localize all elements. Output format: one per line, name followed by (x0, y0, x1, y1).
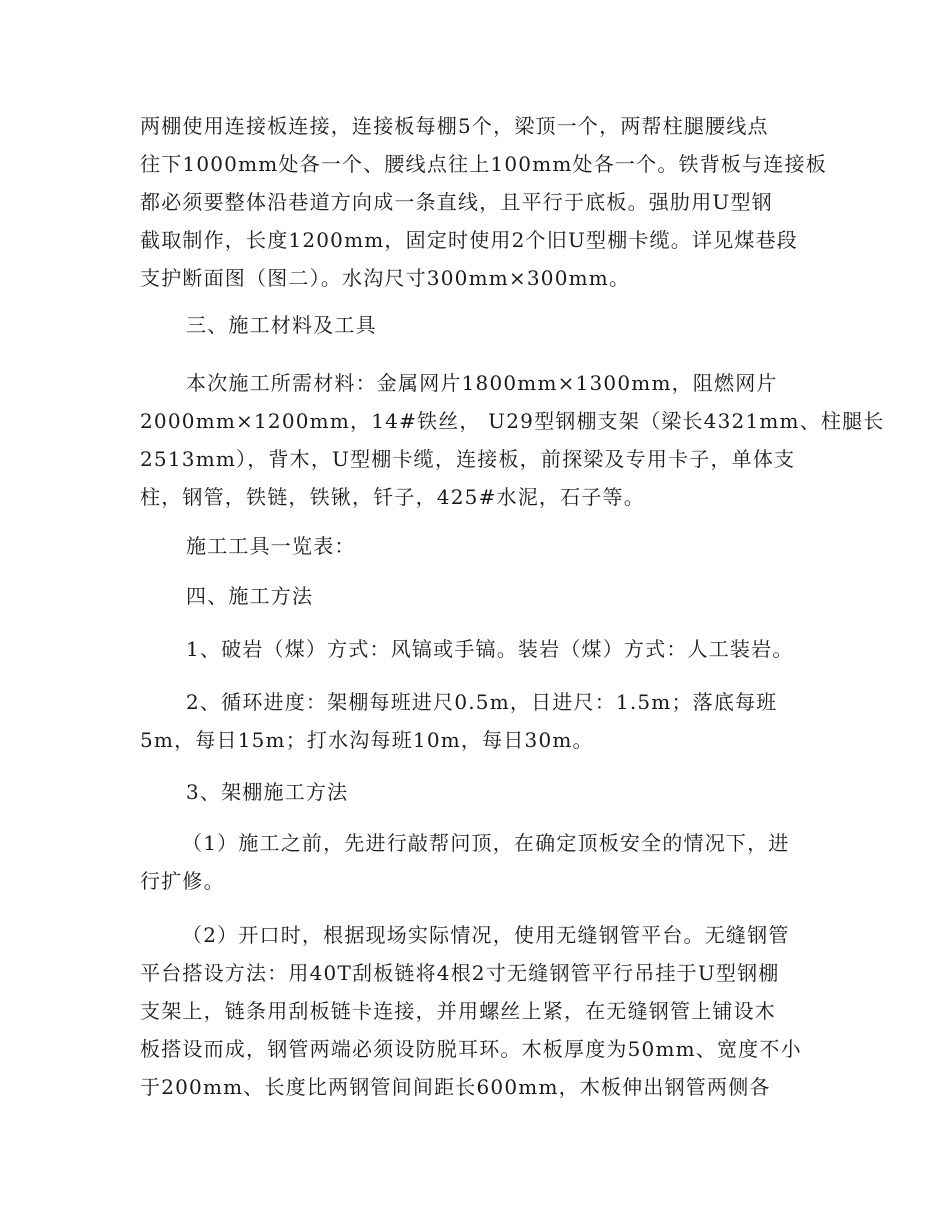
text-line: 都必须要整体沿巷道方向成一条直线，且平行于底板。强肋用U型钢 (140, 190, 773, 214)
text-line: 2513mm），背木，U型棚卡缆，连接板，前探梁及专用卡子，单体支 (140, 447, 796, 471)
paragraph-tools-list (140, 527, 815, 565)
paragraph-rock-breaking (140, 630, 815, 668)
section-heading-materials (140, 306, 815, 344)
text-line: （2）开口时，根据现场实际情况，使用无缝钢管平台。无缝钢管 (182, 923, 790, 947)
paragraph-connection-plates (140, 107, 827, 297)
text-line: 2000mm×1200mm，14#铁丝， U29型钢棚支架（梁长4321mm、柱腿长 (140, 409, 885, 433)
text-line: 施工工具一览表： (186, 534, 356, 558)
text-line: 本次施工所需材料：金属网片1800mm×1300mm，阻燃网片 (186, 371, 778, 395)
text-line: 往下1000mm处各一个、腰线点往上100mm处各一个。铁背板与连接板 (140, 152, 827, 176)
paragraph-step-2 (140, 916, 815, 1106)
heading-text: 四、施工方法 (186, 584, 314, 608)
text-line: 支护断面图（图二）。水沟尺寸300mm×300mm。 (140, 266, 631, 290)
paragraph-cycle-progress (140, 683, 815, 759)
text-line: 于200mm、长度比两钢管间间距长600mm，木板伸出钢管两侧各 (140, 1075, 771, 1099)
text-line: 3、架棚施工方法 (186, 780, 349, 804)
text-line: 支架上，链条用刮板链卡连接，并用螺丝上紧，在无缝钢管上铺设木 (140, 999, 776, 1023)
text-line: （1）施工之前，先进行敲帮问顶，在确定顶板安全的情况下，进 (182, 831, 790, 855)
heading-text: 三、施工材料及工具 (186, 313, 377, 337)
text-line: 板搭设而成，钢管两端必须设防脱耳环。木板厚度为50mm、宽度不小 (140, 1037, 802, 1061)
paragraph-step-1 (140, 824, 815, 900)
text-line: 柱，钢管，铁链，铁锹，钎子，425#水泥，石子等。 (140, 485, 645, 509)
text-line: 两棚使用连接板连接，连接板每棚5个，梁顶一个，两帮柱腿腰线点 (140, 114, 769, 138)
text-line: 5m，每日15m；打水沟每班10m，每日30m。 (140, 728, 594, 752)
text-line: 1、破岩（煤）方式：风镐或手镐。装岩（煤）方式：人工装岩。 (186, 637, 794, 661)
text-line: 平台搭设方法：用40T刮板链将4根2寸无缝钢管平行吊挂于U型钢棚 (140, 961, 780, 985)
text-line: 行扩修。 (140, 869, 225, 893)
text-line: 2、循环进度：架棚每班进尺0.5m，日进尺：1.5m；落底每班 (186, 690, 778, 714)
section-heading-methods (140, 577, 815, 615)
paragraph-materials (140, 364, 885, 516)
paragraph-shed-method-title (140, 773, 815, 811)
text-line: 截取制作，长度1200mm，固定时使用2个旧U型棚卡缆。详见煤巷段 (140, 228, 799, 252)
